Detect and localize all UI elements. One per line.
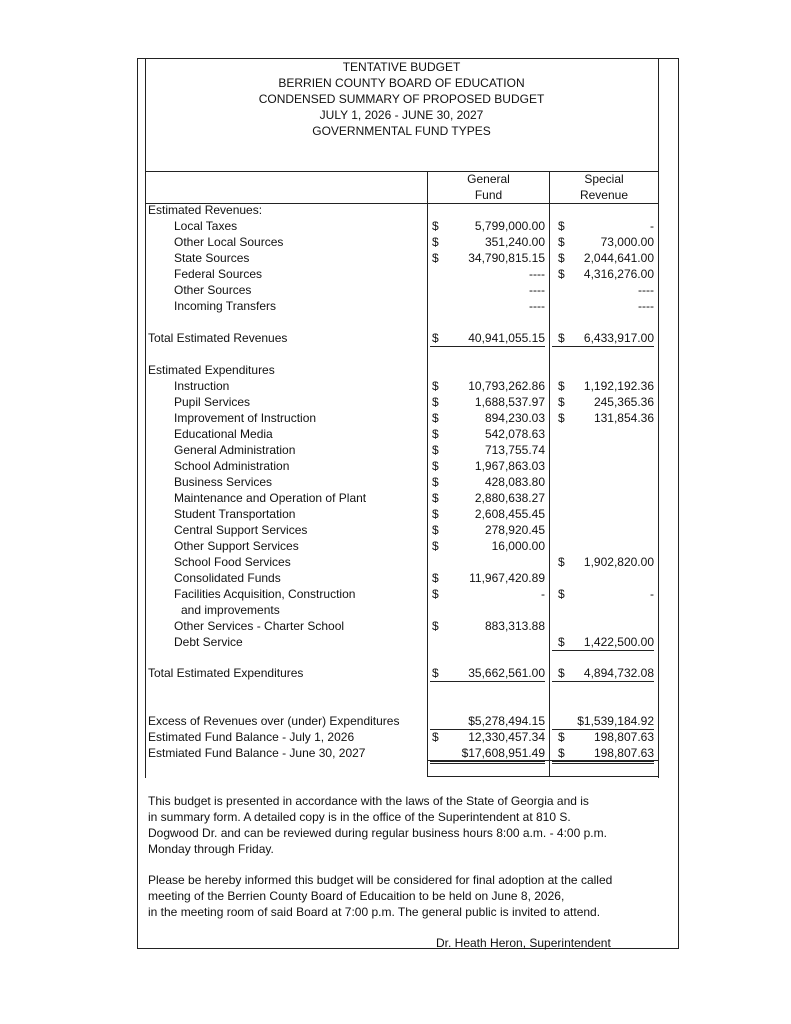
special-revenue-header-line1: Special [584,172,624,186]
general-fund-amount: 542,078.63 [484,427,545,441]
row-label: Federal Sources [174,267,263,281]
header-line: TENTATIVE BUDGET [342,60,461,74]
general-dollar-sign: $ [432,571,439,585]
row-label: Other Local Sources [174,235,284,249]
general-fund-amount: 35,662,561.00 [430,665,545,682]
general-dollar-sign: $ [432,235,439,249]
notice-line: Dogwood Dr. and can be reviewed during regular business hours 8:00 a.m. - 4:00 p.m. [148,826,607,840]
row-label: State Sources [174,251,250,265]
table-bottom [427,776,658,777]
special-revenue-amount: - [650,219,654,233]
general-fund-amount: 16,000.00 [491,539,545,553]
special-revenue-amount: ---- [638,283,654,297]
special-revenue-amount: 1,192,192.36 [583,379,654,393]
general-dollar-sign: $ [432,666,439,680]
row-label: Total Estimated Expenditures [148,666,304,680]
special-revenue-amount: - [650,587,654,601]
notice-line: in the meeting room of said Board at 7:00 p.m. The general public is invited to attend. [148,905,601,919]
special-revenue-amount: 6,433,917.00 [552,330,654,347]
row-label: Debt Service [174,635,243,649]
general-fund-amount: $5,278,494.15 [430,713,545,730]
general-fund-amount: 2,880,638.27 [474,491,545,505]
row-label: Estimated Fund Balance - July 1, 2026 [148,730,355,744]
notice-line: in summary form. A detailed copy is in the office of the Superintendent at 810 S. [148,810,571,824]
special-dollar-sign: $ [558,235,565,249]
general-dollar-sign: $ [432,539,439,553]
general-dollar-sign: $ [432,459,439,473]
special-dollar-sign: $ [558,635,565,649]
header-line: GOVERNMENTAL FUND TYPES [312,124,491,138]
special-revenue-amount: 2,044,641.00 [583,251,654,265]
general-col-left [427,171,428,776]
frame-inner-right [658,58,659,778]
general-dollar-sign: $ [432,427,439,441]
header-line: CONDENSED SUMMARY OF PROPOSED BUDGET [258,92,545,106]
special-revenue-header-line2: Revenue [579,188,629,202]
general-fund-amount: 1,688,537.97 [474,395,545,409]
special-revenue-amount: 245,365.36 [593,395,654,409]
notice-line: This budget is presented in accordance with the laws of the State of Georgia and is [148,794,589,808]
general-fund-amount: 2,608,455.45 [474,507,545,521]
special-dollar-sign: $ [558,587,565,601]
notice-paragraph-2 [148,872,668,920]
row-label: Excess of Revenues over (under) Expenditures [148,714,400,728]
special-revenue-amount: ---- [638,299,654,313]
revenues-heading: Estimated Revenues: [148,203,263,217]
special-dollar-sign: $ [558,555,565,569]
special-dollar-sign: $ [558,379,565,393]
row-label: Maintenance and Operation of Plant [174,491,367,505]
row-label: School Administration [174,459,290,473]
row-label: Total Estimated Revenues [148,331,288,345]
general-dollar-sign: $ [432,219,439,233]
general-fund-header-line2: Fund [474,188,503,202]
general-fund-amount: - [541,587,545,601]
special-dollar-sign: $ [558,730,565,744]
general-fund-amount: 351,240.00 [484,235,545,249]
row-label: Consolidated Funds [174,571,281,585]
general-dollar-sign: $ [432,587,439,601]
row-label: Other Sources [174,283,252,297]
general-dollar-sign: $ [432,523,439,537]
row-label: General Administration [174,443,296,457]
special-revenue-amount: 198,807.63 [593,730,654,744]
general-dollar-sign: $ [432,507,439,521]
general-dollar-sign: $ [432,619,439,633]
frame-inner-left [145,58,146,778]
header-line: BERRIEN COUNTY BOARD OF EDUCATION [278,76,525,90]
row-label: Educational Media [174,427,273,441]
special-dollar-sign: $ [558,267,565,281]
row-label: Central Support Services [174,523,308,537]
special-revenue-amount: 73,000.00 [600,235,654,249]
special-dollar-sign: $ [558,746,565,760]
general-dollar-sign: $ [432,730,439,744]
special-revenue-amount: 1,422,500.00 [552,634,654,651]
general-fund-amount: 10,793,262.86 [468,379,545,393]
general-fund-amount: 1,967,863.03 [474,459,545,473]
general-col-right [549,171,550,776]
general-fund-amount: 40,941,055.15 [430,330,545,347]
general-dollar-sign: $ [432,395,439,409]
general-fund-amount: ---- [529,283,545,297]
expenditures-heading: Estimated Expenditures [148,363,275,377]
row-label: Incoming Transfers [174,299,277,313]
row-label: Instruction [174,379,230,393]
notice-line: meeting of the Berrien County Board of Educaition to be held on June 8, 2026, [148,889,565,903]
general-fund-amount: ---- [529,299,545,313]
row-label: School Food Services [174,555,291,569]
special-revenue-amount: 4,894,732.08 [552,665,654,682]
general-fund-amount: 12,330,457.34 [468,730,545,744]
notice-paragraph-1 [148,793,668,857]
general-fund-amount: 883,313.88 [484,619,545,633]
special-revenue-amount: $1,539,184.92 [552,713,654,730]
general-fund-amount: 428,083.80 [484,475,545,489]
superintendent-signature: Dr. Heath Heron, Superintendent [436,936,611,950]
notice-line: Monday through Friday. [148,842,274,856]
row-label: Estmiated Fund Balance - June 30, 2027 [148,746,366,760]
special-revenue-amount: 131,854.36 [593,411,654,425]
special-revenue-amount: 198,807.63 [552,745,654,764]
row-label: Facilities Acquisition, Construction [174,587,356,601]
general-fund-amount: 34,790,815.15 [468,251,545,265]
special-dollar-sign: $ [558,411,565,425]
row-label: Local Taxes [174,219,238,233]
general-fund-amount: $17,608,951.49 [430,745,545,764]
general-dollar-sign: $ [432,411,439,425]
special-revenue-amount: 1,902,820.00 [583,555,654,569]
special-dollar-sign: $ [558,666,565,680]
general-fund-amount: 713,755.74 [484,443,545,457]
general-fund-amount: 11,967,420.89 [469,571,545,585]
row-label: Student Transportation [174,507,296,521]
special-dollar-sign: $ [558,395,565,409]
general-dollar-sign: $ [432,475,439,489]
row-label: Pupil Services [174,395,251,409]
row-label: and improvements [181,603,280,617]
notice-line: Please be hereby informed this budget will be considered for final adoption at the called [148,873,613,887]
general-dollar-sign: $ [432,379,439,393]
general-dollar-sign: $ [432,251,439,265]
general-dollar-sign: $ [432,331,439,345]
row-label: Business Services [174,475,273,489]
header-line: JULY 1, 2026 - JUNE 30, 2027 [319,108,484,122]
special-dollar-sign: $ [558,219,565,233]
general-fund-header-line1: General [467,172,510,186]
general-fund-amount: 278,920.45 [484,523,545,537]
special-dollar-sign: $ [558,331,565,345]
general-dollar-sign: $ [432,491,439,505]
general-fund-amount: ---- [529,267,545,281]
general-dollar-sign: $ [432,443,439,457]
special-revenue-amount: 4,316,276.00 [583,267,654,281]
special-dollar-sign: $ [558,251,565,265]
general-fund-amount: 894,230.03 [484,411,545,425]
general-fund-amount: 5,799,000.00 [474,219,545,233]
row-label: Other Support Services [174,539,299,553]
row-label: Other Services - Charter School [174,619,345,633]
row-label: Improvement of Instruction [174,411,317,425]
